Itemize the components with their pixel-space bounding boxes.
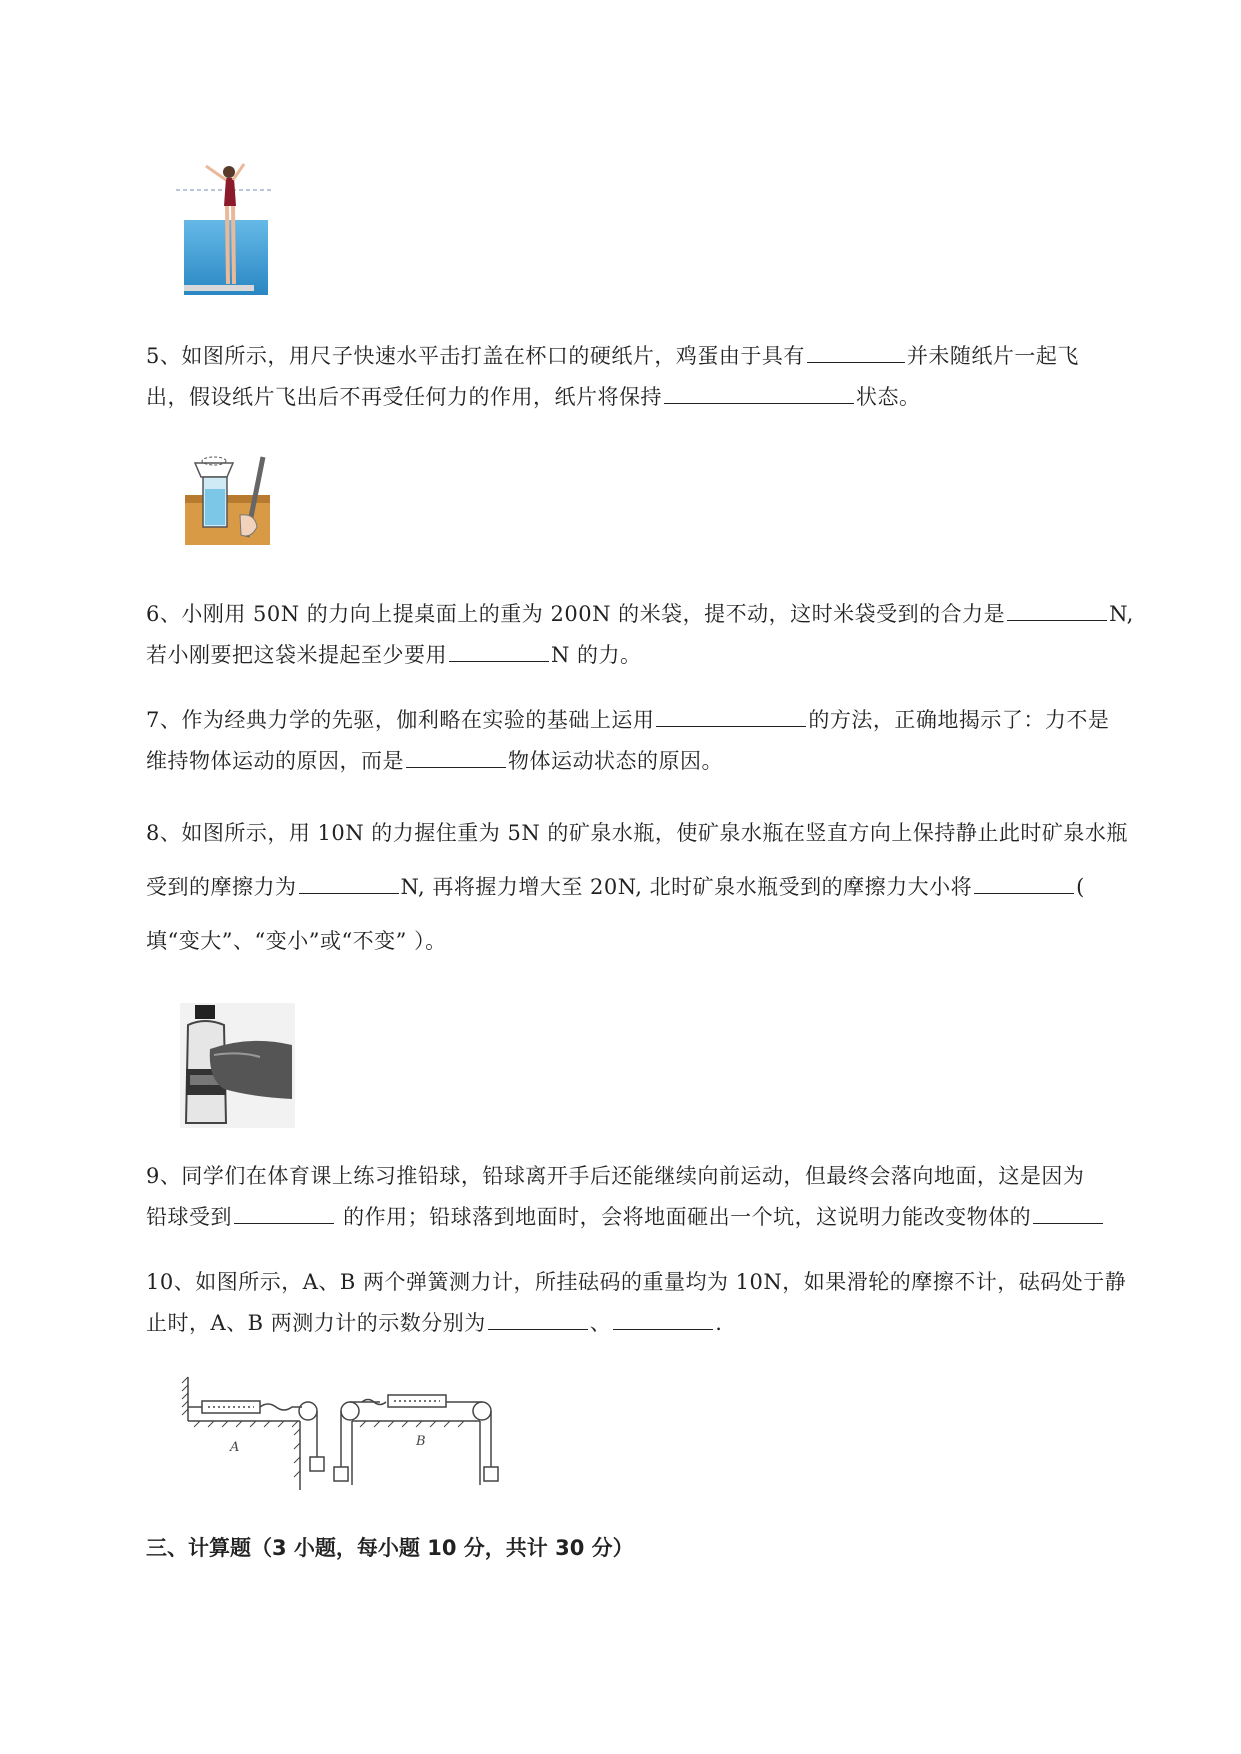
q5-text-1: 5、如图所示，用尺子快速水平击打盖在杯口的硬纸片，鸡蛋由于具有 — [146, 344, 805, 368]
q5-text-2: 并未随纸片一起飞 — [906, 344, 1079, 368]
q7-text-2: 的方法，正确地揭示了：力不是 — [808, 708, 1110, 732]
q9-blank-2[interactable] — [1033, 1199, 1103, 1224]
q6-text-3: 若小刚要把这袋米提起至少要用 — [146, 643, 447, 667]
q8-blank-2[interactable] — [974, 869, 1074, 894]
spring-scale-diagram — [180, 1375, 540, 1490]
q8-text-4: ( — [1076, 875, 1085, 899]
section-heading: 三、计算题（3 小题，每小题 10 分，共计 30 分） — [146, 1536, 634, 1560]
question-5 — [146, 336, 1156, 418]
q5-blank-1[interactable] — [807, 338, 905, 363]
q5-text-4: 状态。 — [856, 385, 921, 409]
q10-text-1: 10、如图所示，A、B 两个弹簧测力计，所挂砝码的重量均为 10N，如果滑轮的摩擦不计，砝码处于静 — [146, 1270, 1127, 1294]
q9-text-1: 9、同学们在体育课上练习推铅球，铅球离开手后还能继续向前运动，但最终会落向地面，这是因为 — [146, 1164, 1085, 1188]
diver-image — [176, 160, 271, 300]
q7-text-4: 物体运动状态的原因。 — [508, 749, 723, 773]
q10-blank-2[interactable] — [613, 1305, 713, 1330]
q10-text-2: 止时，A、B 两测力计的示数分别为 — [146, 1311, 486, 1335]
q6-text-1: 6、小刚用 50N 的力向上提桌面上的重为 200N 的米袋，提不动，这时米袋受到的合力是 — [146, 602, 1006, 626]
q6-text-2: N, — [1109, 602, 1134, 626]
question-10 — [146, 1262, 1156, 1344]
q10-text-3: 、 — [589, 1311, 612, 1335]
label-a: A — [230, 1440, 240, 1455]
question-6 — [146, 594, 1156, 676]
question-7 — [146, 700, 1156, 782]
q9-blank-1[interactable] — [234, 1199, 334, 1224]
q8-text-2: 受到的摩擦力为 — [146, 875, 297, 899]
q6-blank-2[interactable] — [449, 637, 549, 662]
q8-text-5: 填“变大”、“变小”或“不变” ）。 — [146, 929, 447, 953]
q8-text-3: N, 再将握力增大至 20N, 北时矿泉水瓶受到的摩擦力大小将 — [400, 875, 973, 899]
bottle-image — [180, 1003, 295, 1128]
q9-text-3: 的作用；铅球落到地面时，会将地面砸出一个坑，这说明力能改变物体的 — [336, 1205, 1032, 1229]
q10-text-4: . — [715, 1311, 723, 1335]
q7-text-1: 7、作为经典力学的先驱，伽利略在实验的基础上运用 — [146, 708, 655, 732]
q5-text-3: 出，假设纸片飞出后不再受任何力的作用，纸片将保持 — [146, 385, 662, 409]
q6-text-4: N 的力。 — [551, 643, 642, 667]
spring-scale-figure — [180, 1375, 540, 1490]
diver-figure — [176, 160, 271, 300]
cup-image — [185, 455, 285, 550]
bottle-figure — [180, 1003, 295, 1128]
q8-blank-1[interactable] — [299, 869, 399, 894]
question-8 — [146, 806, 1156, 968]
q6-blank-1[interactable] — [1007, 596, 1107, 621]
q8-text-1: 8、如图所示，用 10N 的力握住重为 5N 的矿泉水瓶，使矿泉水瓶在竖直方向上保持静止此时矿泉水瓶 — [146, 821, 1128, 845]
q5-blank-2[interactable] — [664, 379, 854, 404]
label-b: B — [416, 1434, 426, 1449]
question-9 — [146, 1156, 1156, 1238]
q9-text-2: 铅球受到 — [146, 1205, 232, 1229]
q10-blank-1[interactable] — [488, 1305, 588, 1330]
cup-figure — [185, 455, 285, 550]
q7-blank-1[interactable] — [656, 702, 806, 727]
q7-blank-2[interactable] — [406, 743, 506, 768]
q7-text-3: 维持物体运动的原因，而是 — [146, 749, 404, 773]
